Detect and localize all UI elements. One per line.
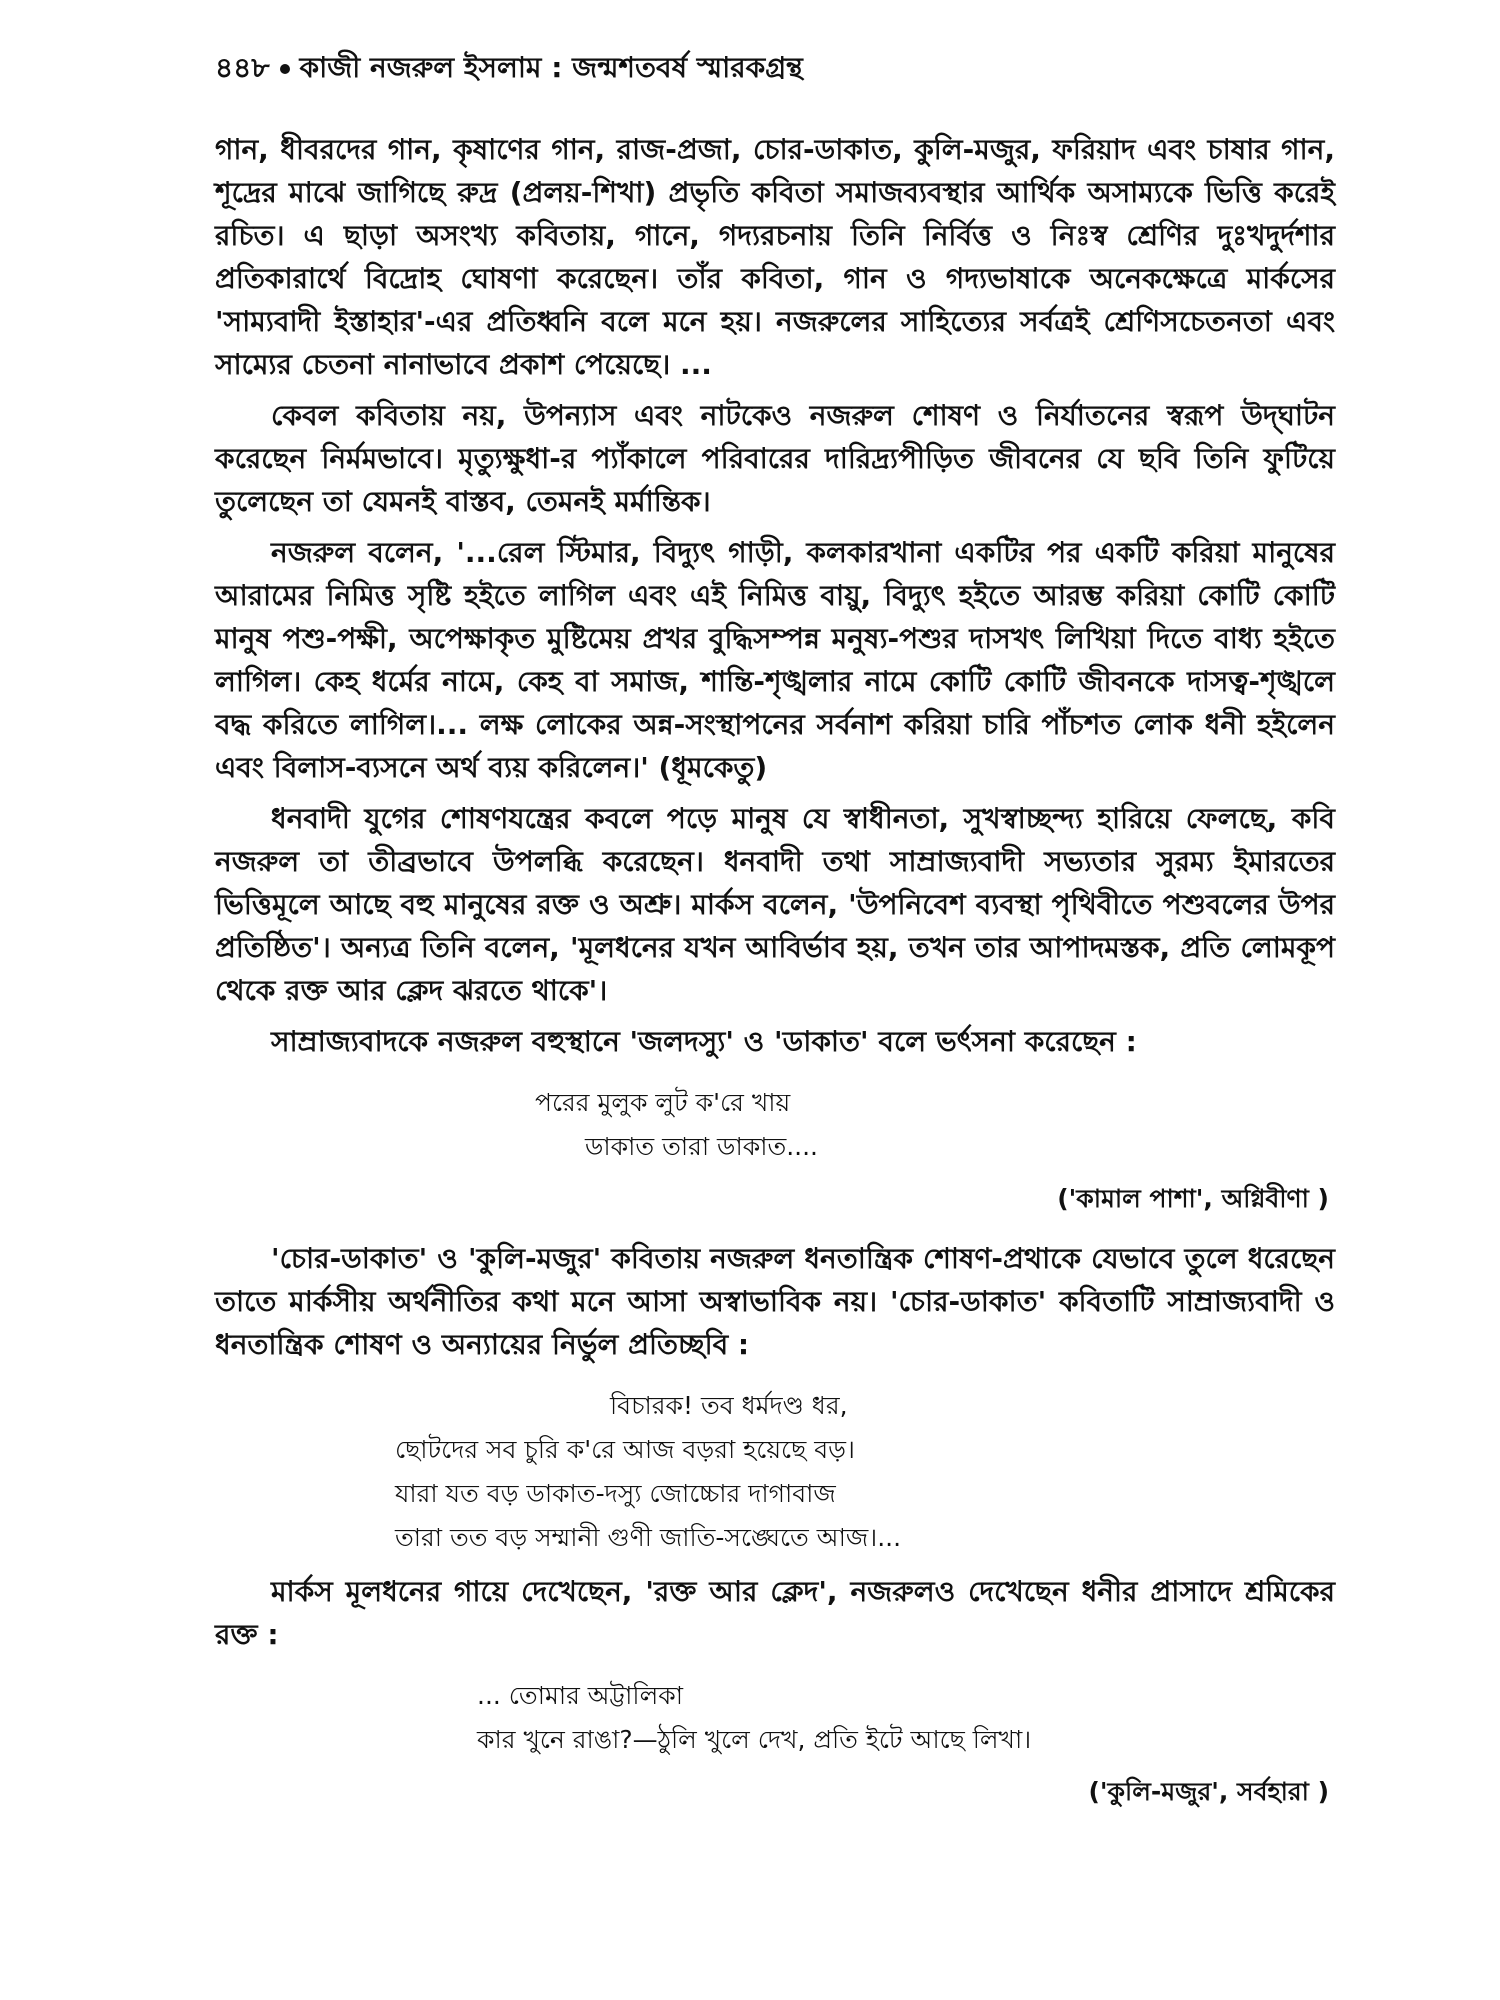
- verse-quote-3: [215, 1674, 1335, 1762]
- page-number: ৪৪৮: [215, 51, 270, 84]
- verse-line: ছোটদের সব চুরি ক'রে আজ বড়রা হয়েছে বড়।: [395, 1435, 855, 1464]
- paragraph-1: গান, ধীবরদের গান, কৃষাণের গান, রাজ-প্রজা, চোর-ডাকাত, কুলি-মজুর, ফরিয়াদ এবং চাষার গান, শূদ্রের মাঝে জাগিছে রুদ্র (প্রলয়-শিখা) প্রভৃতি কবিতা সমাজব্যবস্থার আর্থিক অসাম্যকে ভিত্তি করেই রচিত। এ ছাড়া অসংখ্য কবিতায়, গানে, গদ্যরচনায় তিনি নির্বিত্ত ও নিঃস্ব শ্রেণির দুঃখদুর্দশার প্রতিকারার্থে বিদ্রোহ ঘোষণা করেছেন। তাঁর কবিতা, গান ও গদ্যভাষাকে অনেকক্ষেত্রে মার্কসের 'সাম্যবাদী ইস্তাহার'-এর প্রতিধ্বনি বলে মনে হয়। নজরুলের সাহিত্যের সর্বত্রই শ্রেণিসচেতনতা এবং সাম্যের চেতনা নানাভাবে প্রকাশ পেয়েছে। ...: [215, 133, 1335, 381]
- paragraph-5: সাম্রাজ্যবাদকে নজরুল বহুস্থানে 'জলদস্যু' ও 'ডাকাত' বলে ভর্ৎসনা করেছেন :: [271, 1025, 1137, 1058]
- verse-line: তারা তত বড় সম্মানী গুণী জাতি-সঙ্ঘেতে আজ।...: [395, 1523, 902, 1552]
- paragraph-3: নজরুল বলেন, '...রেল স্টিমার, বিদ্যুৎ গাড়ী, কলকারখানা একটির পর একটি করিয়া মানুষের আরামের নিমিত্ত সৃষ্টি হইতে লাগিল এবং এই নিমিত্ত বায়ু, বিদ্যুৎ হইতে আরম্ভ করিয়া কোটি কোটি মানুষ পশু-পক্ষী, অপেক্ষাকৃত মুষ্টিমেয় প্রখর বুদ্ধিসম্পন্ন মনুষ্য-পশুর দাসখৎ লিখিয়া দিতে বাধ্য হইতে লাগিল। কেহ ধর্মের নামে, কেহ বা সমাজ, শান্তি-শৃঙ্খলার নামে কোটি কোটি জীবনকে দাসত্ব-শৃঙ্খলে বদ্ধ করিতে লাগিল।... লক্ষ লোকের অন্ন-সংস্থাপনের সর্বনাশ করিয়া চারি পাঁচশত লোক ধনী হইলেন এবং বিলাস-ব্যসনে অর্থ ব্যয় করিলেন।' (ধূমকেতু): [215, 536, 1335, 784]
- running-header: [215, 48, 1335, 88]
- paragraph-7: মার্কস মূলধনের গায়ে দেখেছেন, 'রক্ত আর ক্লেদ', নজরুলও দেখেছেন ধনীর প্রাসাদে শ্রমিকের রক্ত :: [215, 1575, 1335, 1651]
- paragraph-4: ধনবাদী যুগের শোষণযন্ত্রের কবলে পড়ে মানুষ যে স্বাধীনতা, সুখস্বাচ্ছন্দ্য হারিয়ে ফেলছে, কবি নজরুল তা তীব্রভাবে উপলব্ধি করেছেন। ধনবাদী তথা সাম্রাজ্যবাদী সভ্যতার সুরম্য ইমারতের ভিত্তিমূলে আছে বহু মানুষের রক্ত ও অশ্রু। মার্কস বলেন, 'উপনিবেশ ব্যবস্থা পৃথিবীতে পশুবলের উপর প্রতিষ্ঠিত'। অন্যত্র তিনি বলেন, 'মূলধনের যখন আবির্ভাব হয়, তখন তার আপাদমস্তক, প্রতি লোমকূপ থেকে রক্ত আর ক্লেদ ঝরতে থাকে'।: [215, 802, 1335, 1007]
- verse-attribution-3: ('কুলি-মজুর', সর্বহারা ): [1088, 1777, 1329, 1806]
- verse-line: কার খুনে রাঙা?—ঠুলি খুলে দেখ, প্রতি ইটে আছে লিখা।: [477, 1725, 1032, 1754]
- body-text: [215, 128, 1335, 1830]
- verse-quote-2: [215, 1384, 1335, 1560]
- paragraph-2: কেবল কবিতায় নয়, উপন্যাস এবং নাটকেও নজরুল শোষণ ও নির্যাতনের স্বরূপ উদ্‌ঘাটন করেছেন নির্মমভাবে। মৃত্যুক্ষুধা-র প্যাঁকালে পরিবারের দারিদ্র্যপীড়িত জীবনের যে ছবি তিনি ফুটিয়ে তুলেছেন তা যেমনই বাস্তব, তেমনই মর্মান্তিক।: [215, 399, 1335, 518]
- bullet-separator-icon: [280, 64, 290, 74]
- verse-line: ডাকাত তারা ডাকাত....: [585, 1132, 818, 1161]
- verse-line: পরের মুলুক লুট ক'রে খায়: [535, 1088, 791, 1117]
- verse-line: ... তোমার অট্টালিকা: [477, 1681, 683, 1710]
- verse-quote-1: [215, 1081, 1335, 1169]
- verse-line: যারা যত বড় ডাকাত-দস্যু জোচ্চোর দাগাবাজ: [395, 1479, 836, 1508]
- verse-line: বিচারক! তব ধর্মদণ্ড ধর,: [610, 1391, 848, 1420]
- book-title: কাজী নজরুল ইসলাম : জন্মশতবর্ষ স্মারকগ্রন্থ: [299, 51, 803, 84]
- paragraph-6: 'চোর-ডাকাত' ও 'কুলি-মজুর' কবিতায় নজরুল ধনতান্ত্রিক শোষণ-প্রথাকে যেভাবে তুলে ধরেছেন তাতে মার্কসীয় অর্থনীতির কথা মনে আসা অস্বাভাবিক নয়। 'চোর-ডাকাত' কবিতাটি সাম্রাজ্যবাদী ও ধনতান্ত্রিক শোষণ ও অন্যায়ের নির্ভুল প্রতিচ্ছবি :: [215, 1242, 1335, 1361]
- verse-attribution-1: ('কামাল পাশা', অগ্নিবীণা ): [1057, 1184, 1329, 1213]
